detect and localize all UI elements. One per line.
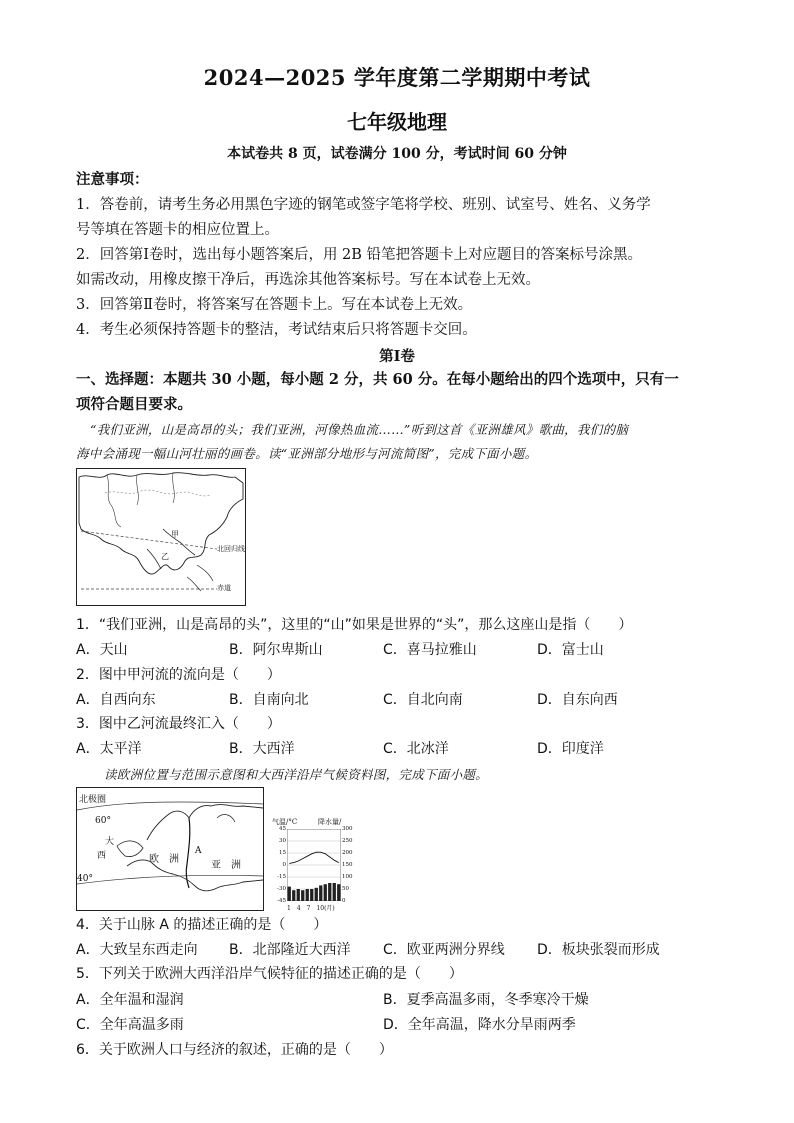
climate-chart bbox=[272, 817, 362, 913]
temp-tick-label: 0 bbox=[282, 862, 286, 868]
ural-mountains bbox=[186, 818, 190, 888]
label-asia: 亚 洲 bbox=[211, 860, 241, 871]
precip-bar bbox=[319, 885, 322, 901]
precip-tick-label: 100 bbox=[342, 874, 353, 880]
label-40: 40° bbox=[77, 874, 93, 884]
precip-bar bbox=[310, 889, 313, 901]
temperature-line bbox=[289, 852, 339, 863]
europe-map bbox=[76, 787, 264, 911]
island-outline bbox=[187, 565, 213, 591]
option-c: C．全年高温多雨 bbox=[76, 1017, 184, 1033]
precip-bar bbox=[333, 883, 336, 901]
precip-tick-label: 50 bbox=[342, 886, 349, 892]
notice-line: 如需改动，用橡皮擦干净后，再选涂其他答案标号。写在本试卷上无效。 bbox=[76, 272, 540, 288]
latitude-40-line bbox=[77, 875, 263, 884]
option-c: C．北冰洋 bbox=[383, 741, 449, 757]
coast-detail bbox=[217, 815, 235, 822]
river-line bbox=[173, 473, 175, 503]
section-instruction: 项符合题目要求。 bbox=[76, 396, 192, 413]
notice-heading: 注意事项： bbox=[76, 171, 149, 188]
option-c: C．喜马拉雅山 bbox=[383, 642, 477, 658]
label-60: 60° bbox=[95, 816, 111, 826]
option-d: D．印度洋 bbox=[537, 741, 604, 757]
precip-tick-labels bbox=[342, 826, 360, 904]
option-d: D．板块张裂而形成 bbox=[537, 942, 660, 958]
river-yi bbox=[147, 549, 161, 569]
option-b: B．夏季高温多雨，冬季寒冷干燥 bbox=[383, 992, 589, 1008]
chart-precip-label: 降水量/ bbox=[318, 818, 342, 826]
label-europe: 欧 洲 bbox=[149, 854, 179, 865]
precip-bar bbox=[297, 889, 300, 901]
notice-line: 1．答卷前，请考生务必用黑色字迹的钢笔或签字笔将学校、班别、试室号、姓名、义务学 bbox=[76, 197, 651, 213]
label-da: 大 bbox=[105, 837, 115, 847]
question-stem: 1．“我们亚洲，山是高昂的头”，这里的“山”如果是世界的“头”，那么这座山是指（ ） bbox=[76, 617, 633, 633]
british-isles bbox=[117, 841, 143, 857]
temp-tick-labels bbox=[272, 826, 286, 904]
section-title: 第Ⅰ卷 bbox=[379, 348, 415, 365]
river-line bbox=[107, 475, 121, 527]
label-jia: 甲 bbox=[171, 530, 179, 539]
option-b: B．北部隆近大西洋 bbox=[229, 942, 351, 958]
question-stem: 5．下列关于欧洲大西洋沿岸气候特征的描述正确的是（ ） bbox=[76, 966, 463, 982]
passage-text: 海中会涌现一幅山河壮丽的画卷。读“亚洲部分地形与河流简图”，完成下面小题。 bbox=[76, 446, 538, 461]
option-c: C．自北向南 bbox=[383, 692, 463, 708]
tropic-line bbox=[81, 531, 217, 549]
precip-bar bbox=[292, 890, 295, 901]
label-A: A bbox=[195, 846, 202, 856]
mountain-line bbox=[105, 490, 211, 496]
temp-tick-label: 15 bbox=[279, 850, 286, 856]
option-d: D．自东向西 bbox=[537, 692, 618, 708]
precip-bar bbox=[315, 888, 318, 901]
temp-tick-label: -15 bbox=[277, 874, 286, 880]
notice-line: 4．考生必须保持答题卡的整洁，考试结束后只将答题卡交回。 bbox=[76, 322, 477, 338]
option-a: A．大致呈东西走向 bbox=[76, 942, 198, 958]
label-tropic: 北回归线 bbox=[217, 545, 245, 553]
label-yi: 乙 bbox=[161, 552, 169, 561]
exam-title: 2024—2025 学年度第二学期期中考试 bbox=[203, 65, 591, 90]
option-d: D．全年高温，降水分旱雨两季 bbox=[383, 1017, 576, 1033]
precip-tick-label: 0 bbox=[342, 898, 346, 904]
notice-line: 3．回答第Ⅱ卷时，将答案写在答题卡上。写在本试卷上无效。 bbox=[76, 297, 473, 313]
chart-month-labels: 1 4 7 10(月) bbox=[287, 905, 335, 912]
question-stem: 4．关于山脉 A 的描述正确的是（ ） bbox=[76, 917, 328, 933]
river-line bbox=[137, 475, 139, 505]
label-arctic: 北极圈 bbox=[79, 795, 107, 805]
label-equator: 赤道 bbox=[217, 584, 231, 592]
option-b: B．自南向北 bbox=[229, 692, 309, 708]
precip-bar bbox=[324, 884, 327, 901]
question-stem: 6．关于欧洲人口与经济的叙述，正确的是（ ） bbox=[76, 1042, 393, 1058]
temp-tick-label: -30 bbox=[277, 886, 286, 892]
chart-temp-label: 气温/°C bbox=[272, 818, 298, 826]
question-stem: 3．图中乙河流最终汇入（ ） bbox=[76, 716, 281, 732]
option-a: A．全年温和湿润 bbox=[76, 992, 184, 1008]
question-stem: 2．图中甲河流的流向是（ ） bbox=[76, 667, 281, 683]
grade-subject: 七年级地理 bbox=[347, 110, 447, 134]
passage-text: 读欧洲位置与范围示意图和大西洋沿岸气候资料图，完成下面小题。 bbox=[104, 767, 489, 782]
precip-tick-label: 300 bbox=[342, 826, 353, 832]
precip-bar bbox=[328, 883, 331, 901]
chart-plot-area bbox=[287, 829, 341, 901]
option-c: C．欧亚两洲分界线 bbox=[383, 942, 505, 958]
precip-bar bbox=[306, 889, 309, 901]
temp-tick-label: -45 bbox=[277, 898, 286, 904]
option-a: A．自西向东 bbox=[76, 692, 156, 708]
option-a: A．太平洋 bbox=[76, 741, 142, 757]
section-instruction: 一、选择题：本题共 30 小题，每小题 2 分，共 60 分。在每小题给出的四个选项中，只有一 bbox=[76, 371, 679, 388]
notice-line: 2．回答第Ⅰ卷时，选出每小题答案后，用 2B 铅笔把答题卡上对应题目的答案标号涂黑。 bbox=[76, 247, 643, 263]
precip-tick-label: 200 bbox=[342, 850, 353, 856]
option-d: D．富士山 bbox=[537, 642, 604, 658]
temp-tick-label: 30 bbox=[279, 838, 286, 844]
precip-bar bbox=[337, 884, 340, 901]
option-a: A．天山 bbox=[76, 642, 128, 658]
precip-tick-label: 250 bbox=[342, 838, 353, 844]
precip-bar bbox=[301, 890, 304, 901]
option-b: B．大西洋 bbox=[229, 741, 295, 757]
europe-north-coast bbox=[147, 805, 263, 840]
notice-line: 号等填在答题卡的相应位置上。 bbox=[76, 222, 279, 238]
asia-map bbox=[76, 468, 246, 606]
passage-text: “我们亚洲，山是高昂的头；我们亚洲，河像热血流……”听到这首《亚洲雄风》歌曲，我们的脑 bbox=[90, 422, 629, 437]
label-xi: 西 bbox=[97, 851, 107, 861]
exam-info: 本试卷共 8 页，试卷满分 100 分，考试时间 60 分钟 bbox=[227, 146, 567, 162]
precip-tick-label: 150 bbox=[342, 862, 353, 868]
option-b: B．阿尔卑斯山 bbox=[229, 642, 323, 658]
precip-bar bbox=[288, 887, 291, 901]
temp-tick-label: 45 bbox=[279, 826, 286, 832]
